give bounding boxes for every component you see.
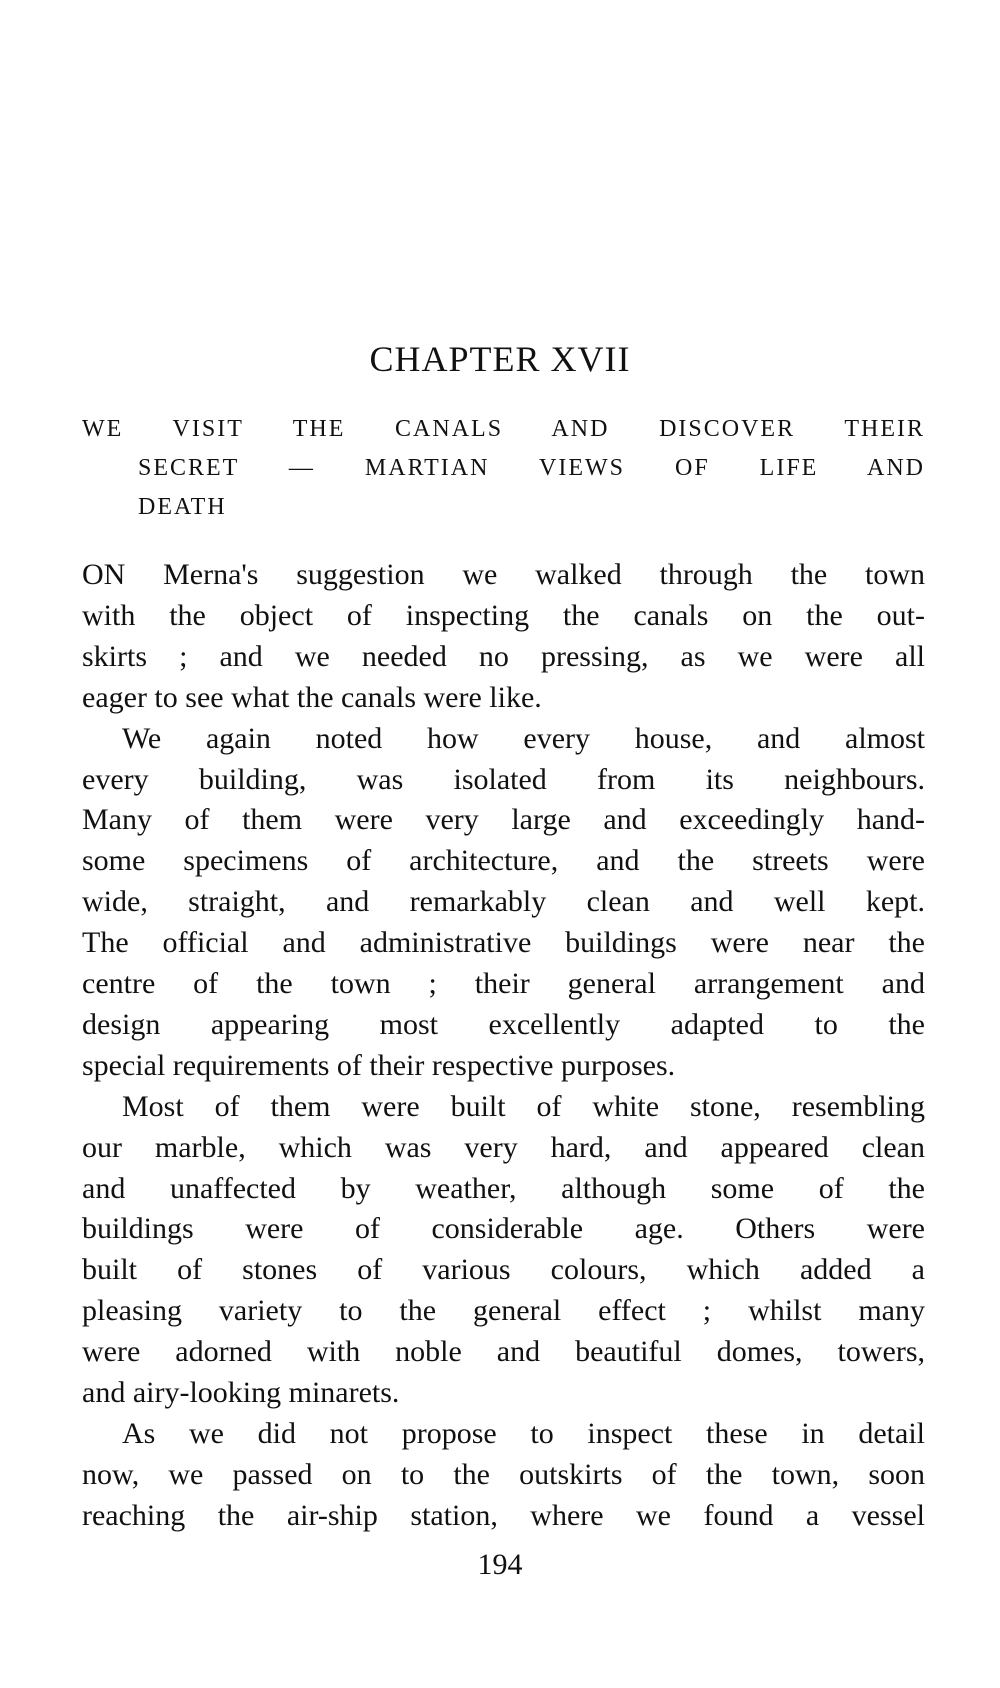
body-line: and airy-looking minarets. bbox=[82, 1376, 400, 1409]
body-line: skirts ; and we needed no pressing, as we were all bbox=[82, 639, 925, 673]
body-line: design appearing most excellently adapted to the bbox=[82, 1007, 925, 1041]
body-line: some specimens of architecture, and the streets were bbox=[82, 844, 925, 878]
chapter-subtitle-line: SECRET — MARTIAN VIEWS OF LIFE AND bbox=[138, 455, 925, 481]
body-line: eager to see what the canals were like. bbox=[82, 680, 542, 714]
body-line: ON Merna's suggestion we walked through the town bbox=[82, 558, 925, 591]
body-line: Many of them were very large and exceedingly hand- bbox=[82, 803, 925, 837]
body-line: As we did not propose to inspect these in detail bbox=[122, 1416, 925, 1450]
body-line: special requirements of their respective purposes. bbox=[82, 1048, 676, 1082]
body-line: and unaffected by weather, although some of the bbox=[82, 1171, 925, 1205]
body-line: wide, straight, and remarkably clean and well kept. bbox=[82, 885, 925, 919]
body-line: now, we passed on to the outskirts of the town, soon bbox=[82, 1457, 925, 1491]
body-line: The official and administrative buildings were near the bbox=[82, 926, 925, 960]
body-line: reaching the air-ship station, where we found a vessel bbox=[82, 1498, 925, 1532]
body-line: every building, was isolated from its neighbours. bbox=[82, 762, 925, 796]
body-line: buildings were of considerable age. Others were bbox=[82, 1212, 925, 1246]
body-line: centre of the town ; their general arrangement and bbox=[82, 967, 925, 1000]
chapter-subtitle-line: WE VISIT THE CANALS AND DISCOVER THEIR bbox=[82, 416, 925, 442]
body-line: We again noted how every house, and almost bbox=[122, 721, 925, 755]
body-line: with the object of inspecting the canals on the out- bbox=[82, 598, 925, 632]
body-line: were adorned with noble and beautiful domes, towers, bbox=[82, 1335, 925, 1369]
chapter-subtitle-line: DEATH bbox=[138, 494, 227, 520]
body-line: pleasing variety to the general effect ; whilst many bbox=[82, 1294, 925, 1328]
body-line: built of stones of various colours, which added a bbox=[82, 1253, 925, 1287]
body-line: our marble, which was very hard, and appeared clean bbox=[82, 1130, 925, 1164]
body-line: Most of them were built of white stone, resembling bbox=[122, 1089, 925, 1123]
chapter-title: CHAPTER XVII bbox=[369, 339, 631, 379]
page-number: 194 bbox=[477, 1548, 523, 1581]
